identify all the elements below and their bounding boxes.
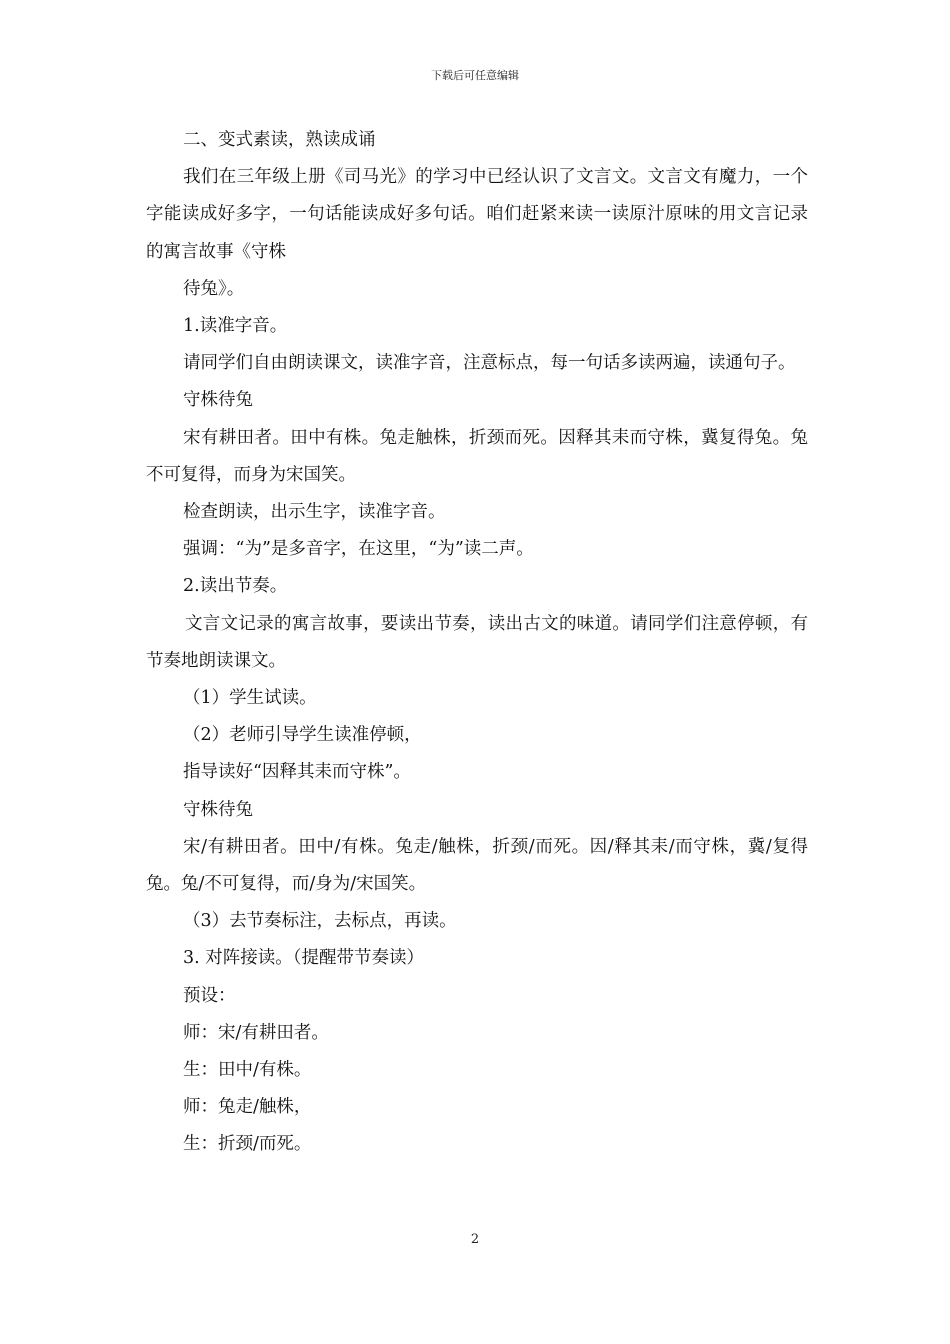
dialogue-line: 师：宋/有耕田者。 (183, 1022, 329, 1043)
paragraph: 待兔》。 (183, 278, 245, 299)
text-title: 守株待兔 (183, 390, 253, 411)
page-number: 2 (470, 1232, 480, 1247)
subheading: 1.读准字音。 (183, 316, 288, 337)
paragraph: 预设： (183, 985, 236, 1006)
paragraph: 文言文记录的寓言故事，要读出节奏，读出古文的味道。请同学们注意停顿，有节奏地朗读课文。 (146, 613, 808, 671)
paragraph: 指导读好“因释其耒而守株”。 (183, 762, 411, 783)
document-body (146, 122, 808, 1164)
page-header: 下载后可任意编辑 (431, 69, 519, 82)
classical-text: 宋有耕田者。田中有株。兔走触株，折颈而死。因释其耒而守株，冀复得兔。兔不可复得，而身为宋国笑。 (146, 427, 808, 485)
section-heading: 二、变式素读，熟读成诵 (183, 130, 376, 150)
text-title: 守株待兔 (183, 799, 253, 820)
dialogue-line: 生：田中/有株。 (183, 1060, 312, 1081)
paragraph: 请同学们自由朗读课文，读准字音，注意标点，每一句话多读两遍，读通句子。 (183, 353, 796, 374)
list-item: （3）去节奏标注，去标点，再读。 (183, 911, 457, 932)
subheading: 3. 对阵接读。（提醒带节奏读） (183, 948, 425, 969)
dialogue-line: 生：折颈/而死。 (183, 1134, 312, 1155)
list-item: （2）老师引导学生读准停顿， (183, 725, 422, 746)
list-item: （1）学生试读。 (183, 688, 317, 709)
subheading: 2.读出节奏。 (183, 576, 288, 597)
paragraph: 强调：“为”是多音字，在这里，“为”读二声。 (183, 539, 534, 560)
paragraph: 我们在三年级上册《司马光》的学习中已经认识了文言文。文言文有魔力，一个字能读成好多字，一句话能读成好多句话。咱们赶紧来读一读原汁原味的用文言记录的寓言故事《守株 (146, 167, 808, 262)
paragraph: 检查朗读，出示生字，读准字音。 (183, 502, 446, 523)
dialogue-line: 师：兔走/触株， (183, 1097, 312, 1118)
classical-text-marked: 宋/有耕田者。田中/有株。兔走/触株，折颈/而死。因/释其耒/而守株，冀/复得兔。兔/不可复得，而/身为/宋国笑。 (146, 836, 808, 895)
